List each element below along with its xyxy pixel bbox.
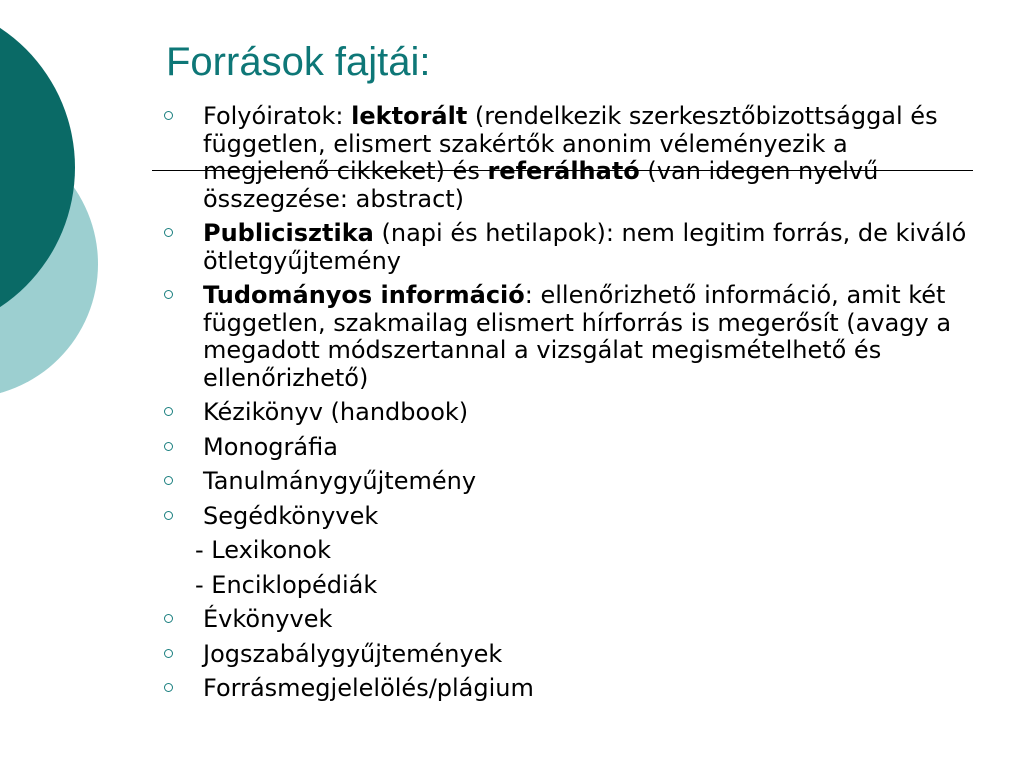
item-text: (rendelkezik szerkesztőbizottsággal és független, elismert szakértők anonim véleményezik a megjelenő cikkeket) és [203, 102, 938, 185]
bold-term: lektorált [351, 102, 468, 130]
item-text: Jogszabálygyűjtemények [203, 639, 503, 668]
list-item [160, 399, 980, 427]
item-text: (van idegen nyelvű összegzése: abstract) [203, 157, 879, 213]
item-text: - Lexikonok [195, 536, 331, 564]
item-text: : ellenőrizhető információ, amit két független, szakmailag elismert hírforrás is megerősít (avagy a megadott módszertannal a vizsgálat megismételhető és ellenőrizhető) [203, 281, 952, 392]
hollow-circle-bullet-icon [164, 111, 173, 120]
hollow-circle-bullet-icon [164, 290, 173, 299]
bold-term: Tudományos információ [203, 281, 525, 309]
hollow-circle-bullet-icon [164, 649, 173, 658]
list-item [160, 641, 980, 669]
bold-term: Publicisztika [203, 219, 374, 247]
item-text: Kézikönyv (handbook) [203, 398, 469, 426]
list-item [160, 220, 980, 275]
item-text: Forrásmegjelelölés/plágium [203, 674, 534, 702]
hollow-circle-bullet-icon [164, 614, 173, 623]
list-item [160, 282, 980, 392]
hollow-circle-bullet-icon [164, 683, 173, 692]
bold-term: referálható [487, 157, 640, 185]
item-text: (napi és hetilapok): nem legitim forrás, de kiváló ötletgyűjtemény [203, 219, 967, 275]
hollow-circle-bullet-icon [164, 407, 173, 416]
slide-title: Források fajtái: [166, 40, 431, 84]
list-item [160, 606, 980, 634]
sub-list-item [160, 537, 980, 565]
hollow-circle-bullet-icon [164, 228, 173, 237]
list-item [160, 103, 980, 213]
item-text: Évkönyvek [203, 605, 333, 633]
item-text: Monográfia [203, 432, 338, 461]
list-item [160, 434, 980, 462]
sub-list-item [160, 572, 980, 600]
divider-line [152, 170, 973, 171]
hollow-circle-bullet-icon [164, 476, 173, 485]
item-text: Tanulmánygyűjtemény [203, 467, 477, 495]
list-item [160, 468, 980, 496]
list-item [160, 675, 980, 703]
list-item [160, 503, 980, 531]
item-text: - Enciklopédiák [195, 570, 378, 599]
hollow-circle-bullet-icon [164, 442, 173, 451]
hollow-circle-bullet-icon [164, 511, 173, 520]
item-text: Segédkönyvek [203, 501, 379, 530]
item-text: Folyóiratok: [203, 102, 352, 130]
bullet-list [160, 103, 980, 710]
